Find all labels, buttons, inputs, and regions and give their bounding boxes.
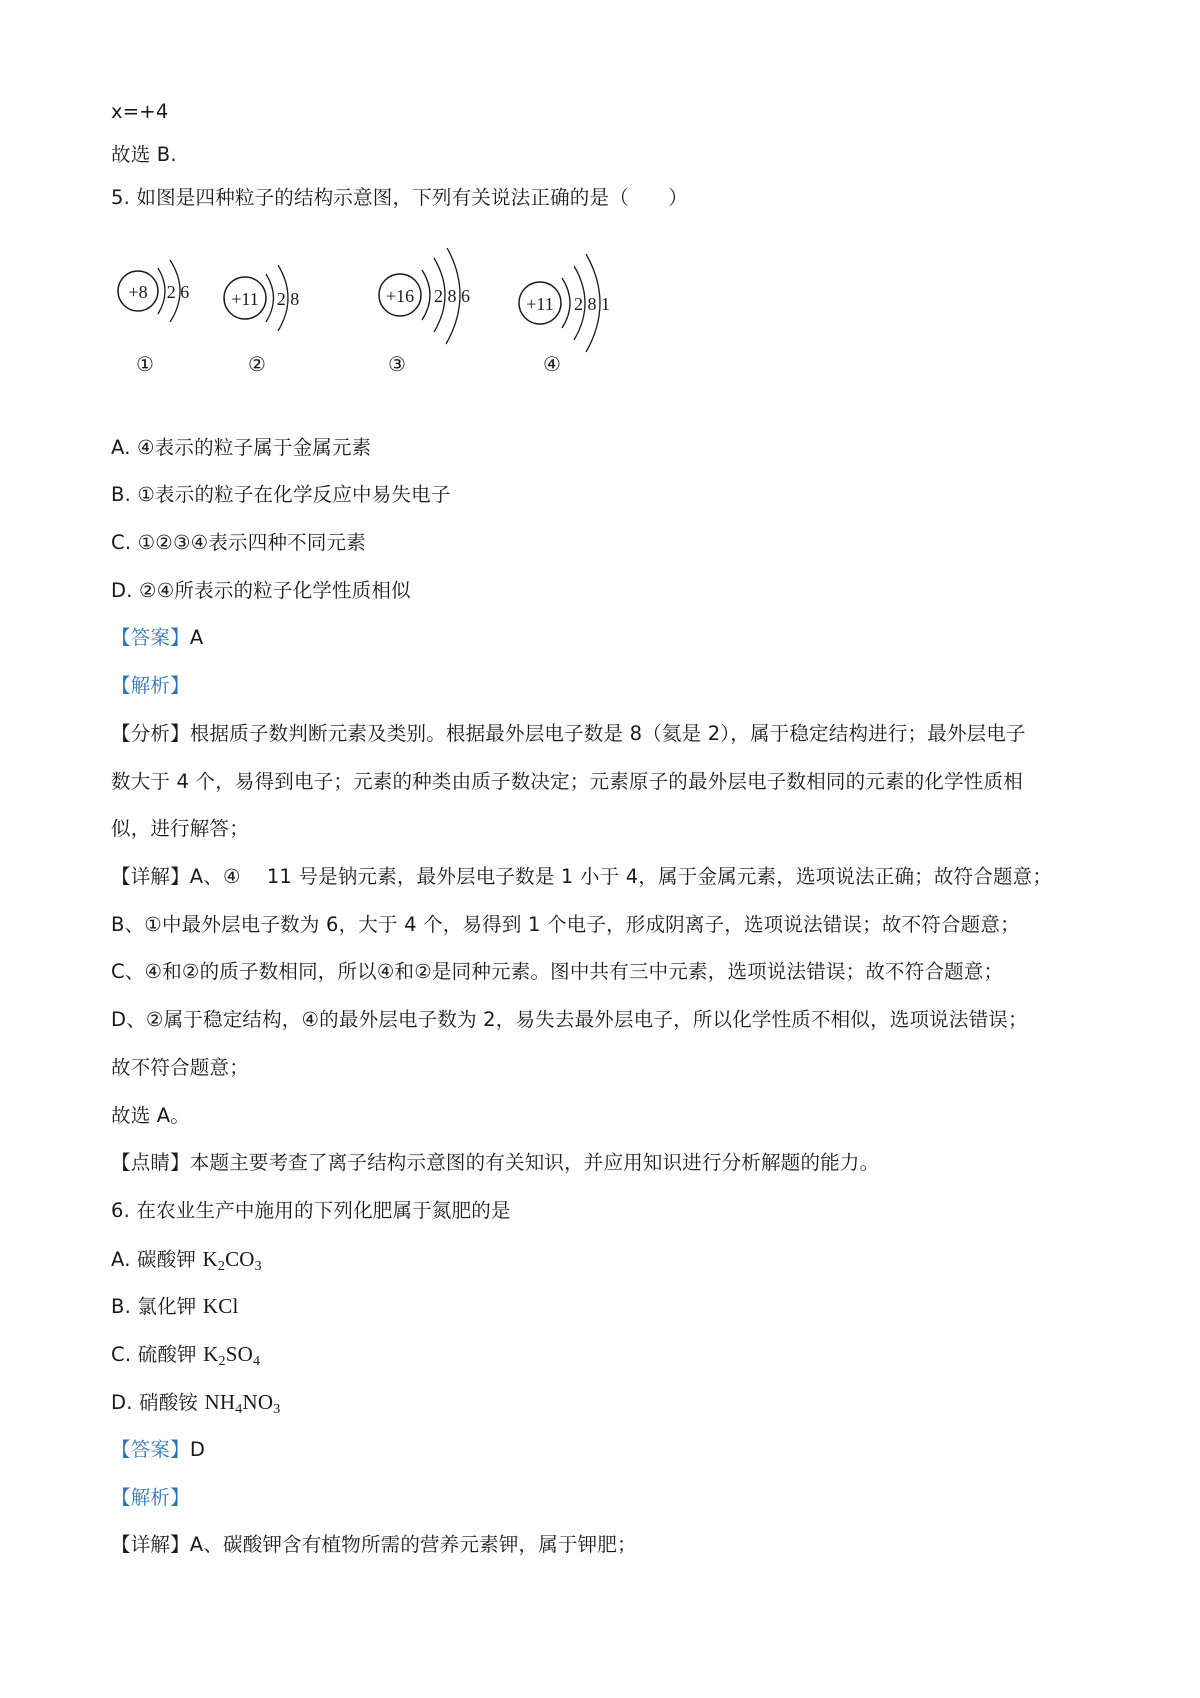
atom-diagram-3 (379, 248, 470, 376)
text-line: B、①中最外层电子数为 6，大于 4 个，易得到 1 个电子，形成阴离子，选项说法错误；故不符合题意； (111, 913, 1020, 936)
atom-diagram-1 (118, 260, 189, 376)
electron-numbers: 2 8 (276, 289, 300, 309)
nucleus-charge: +16 (385, 286, 415, 306)
text-line: 数大于 4 个，易得到电子；元素的种类由质子数决定；元素原子的最外层电子数相同的元素的化学性质相 (111, 770, 1023, 793)
text-line: D、②属于稳定结构，④的最外层电子数为 2，易失去最外层电子，所以化学性质不相似，选项说法错误； (111, 1008, 1028, 1031)
text-line: 似，进行解答； (111, 817, 249, 840)
option-label: C. 硫酸钾 (111, 1343, 204, 1366)
nucleus-charge: +11 (526, 294, 554, 314)
question-6: 6. 在农业生产中施用的下列化肥属于氮肥的是 (111, 1199, 511, 1222)
option-d: D. ②④所表示的粒子化学性质相似 (111, 579, 411, 602)
answer-line (111, 624, 203, 652)
option-b (111, 1292, 238, 1321)
electron-shell (422, 270, 430, 320)
answer-value: D (189, 1438, 206, 1461)
option-a: A. ④表示的粒子属于金属元素 (111, 436, 372, 459)
text-line: x=+4 (111, 100, 169, 123)
atom-structure-diagram (100, 248, 660, 388)
nucleus-charge: +11 (231, 289, 259, 309)
analysis-label: 【解析】 (111, 1486, 190, 1509)
atom-label: ④ (543, 354, 561, 376)
electron-numbers: 2 8 1 (574, 294, 610, 314)
electron-shell (158, 268, 165, 314)
question-5: 5. 如图是四种粒子的结构示意图，下列有关说法正确的是（ ） (111, 186, 689, 209)
chemical-formula: $K_2CO_3$ (202, 1247, 262, 1274)
text-line: 故选 B. (111, 143, 177, 166)
analysis-label: 【解析】 (111, 674, 190, 697)
answer-value: A (189, 626, 204, 649)
answer-label: 【答案】 (111, 626, 190, 649)
option-a (111, 1245, 262, 1274)
chemical-formula: KCl (202, 1294, 239, 1318)
nucleus-charge: +8 (128, 282, 148, 302)
electron-shell (266, 274, 274, 322)
text-line: 【详解】A、④ 11 号是钠元素，最外层电子数是 1 小于 4，属于金属元素，选项说法正确；故符合题意； (111, 865, 1053, 888)
answer-label: 【答案】 (111, 1438, 190, 1461)
text-line: 【分析】根据质子数判断元素及类别。根据最外层电子数是 8（氦是 2），属于稳定结构进行；最外层电子 (111, 722, 1026, 745)
atom-label: ③ (388, 354, 406, 376)
atom-label: ② (248, 354, 266, 376)
text-line: 故不符合题意； (111, 1056, 249, 1079)
option-d (111, 1388, 280, 1417)
text-line: 故选 A。 (111, 1104, 191, 1127)
option-b: B. ①表示的粒子在化学反应中易失电子 (111, 483, 451, 506)
option-c: C. ①②③④表示四种不同元素 (111, 531, 366, 554)
electron-numbers: 2 8 6 (434, 286, 470, 306)
option-label: A. 碳酸钾 (111, 1248, 203, 1271)
option-label: D. 硝酸铵 (111, 1391, 205, 1414)
electron-numbers: 2 6 (166, 282, 190, 302)
text-line: C、④和②的质子数相同，所以④和②是同种元素。图中共有三中元素，选项说法错误；故不符合题意； (111, 960, 1004, 983)
text-line: 【点睛】本题主要考查了离子结构示意图的有关知识，并应用知识进行分析解题的能力。 (111, 1151, 880, 1174)
electron-shell (562, 278, 570, 328)
option-c (111, 1340, 260, 1369)
atom-diagram-4 (519, 254, 610, 376)
text-line: 【详解】A、碳酸钾含有植物所需的营养元素钾，属于钾肥； (111, 1533, 637, 1556)
atom-diagram-2 (224, 265, 299, 376)
option-label: B. 氯化钾 (111, 1295, 203, 1318)
chemical-formula: $K_2SO_4$ (203, 1342, 261, 1369)
atom-label: ① (136, 354, 154, 376)
chemical-formula: $NH_4NO_3$ (204, 1390, 281, 1417)
answer-line (111, 1436, 205, 1464)
